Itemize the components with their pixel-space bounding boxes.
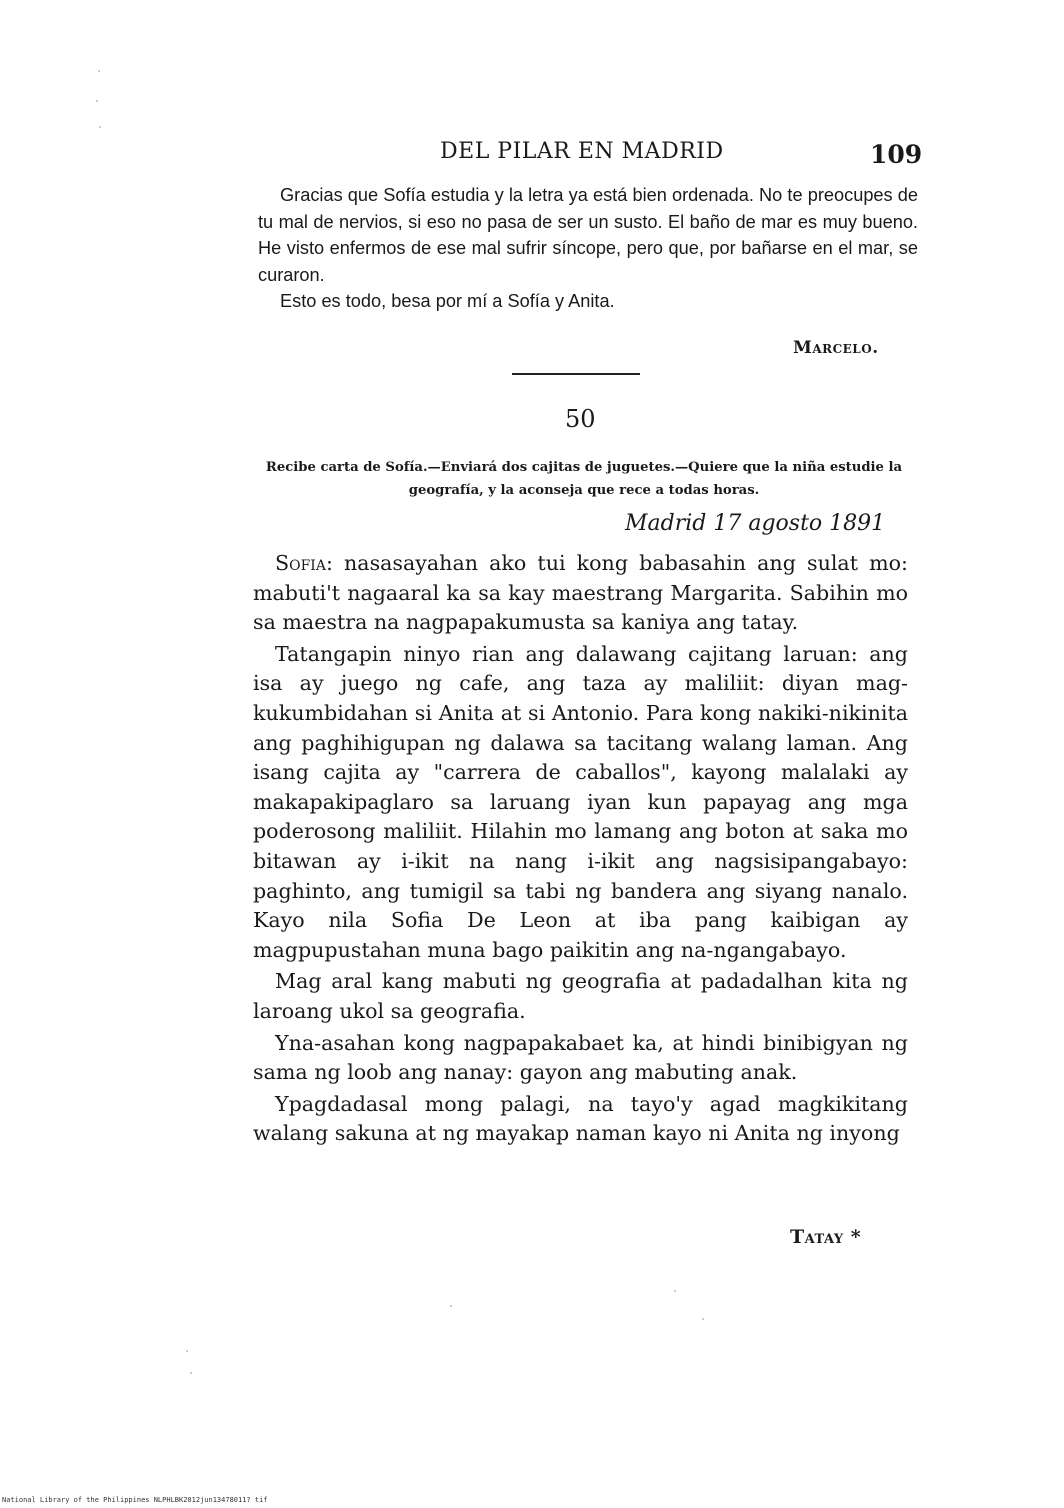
letter-paragraph: Yna-asahan kong nagpapakabaet ka, at hindi binibigyan ng sama ng loob ang nanay: gayon ang mabuting anak. — [253, 1030, 908, 1085]
scan-speck — [190, 1372, 192, 1374]
salutation: Sofia: — [275, 551, 333, 575]
previous-letter-paragraph: Gracias que Sofía estudia y la letra ya está bien ordenada. No te preocupes de tu mal de nervios, si eso no pasa de ser un susto. El baño de mar es muy bueno. He visto enfermos de ese mal sufrir síncope, pero que, por bañarse en el mar, se curaron. — [258, 185, 918, 285]
previous-letter-paragraph: Esto es todo, besa por mí a Sofía y Anita. — [280, 291, 615, 311]
letter-body — [253, 549, 908, 1151]
scan-speck — [98, 70, 100, 72]
dateline: Madrid 17 agosto 1891 — [625, 511, 886, 536]
scan-speck — [99, 126, 101, 128]
letter-number: 50 — [565, 405, 596, 433]
letter-paragraph: Tatangapin ninyo rian ang dalawang cajitang laruan: ang isa ay juego ng cafe, ang taza ay maliliit: diyan mag-kukumbidahan si Anita at si Antonio. Para kong nakiki-nikinita ang paghihigupan ng dalawa sa tacitang walang laman. Ang isang cajita ay "carrera de caballos", kayong malalaki ay makapakipaglaro sa laruang iyan kun papayag ang mga poderosong maliliit. Hilahin mo lamang ang boton at saka mo bitawan ay i-ikit na nang i-ikit ang nagsisipangabayo: paghinto, ang tumigil sa tabi ng bandera ang siyang nanalo. Kayo nila Sofia De Leon at iba pang kaibigan ay magpupustahan muna bago paikitin ang na-ngangabayo. — [253, 641, 908, 962]
letter-paragraph: Mag aral kang mabuti ng geografia at padadalhan kita ng laroang ukol sa geografia. — [253, 969, 908, 1023]
letter-paragraph-text: nasasayahan ako tui kong babasahin ang sulat mo: mabuti't nagaaral ka sa kay maestrang Margarita. Sabihin mo sa maestra na nagpapakumusta sa kaniya ang tatay. — [253, 551, 908, 635]
scan-speck — [674, 1290, 676, 1292]
signature-marcelo: Marcelo. — [793, 338, 879, 358]
letter-summary: Recibe carta de Sofía.—Enviará dos cajitas de juguetes.—Quiere que la niña estudie la geografía, y la aconseja que rece a todas horas. — [265, 460, 903, 498]
scan-speck — [702, 1318, 704, 1320]
letter-paragraph: Ypagdadasal mong palagi, na tayo'y agad magkikitang walang sakuna at ng mayakap naman kayo ni Anita ng inyong — [253, 1091, 908, 1146]
previous-letter-text — [258, 182, 918, 315]
scan-speck — [96, 100, 98, 102]
letter-paragraph — [253, 549, 908, 638]
page-number: 109 — [870, 140, 923, 169]
running-title: DEL PILAR EN MADRID — [440, 139, 724, 164]
scan-caption: National Library of the Philippines NLPHLBK2012jun13478011? tif — [2, 1496, 268, 1504]
scan-speck — [186, 1350, 188, 1352]
section-divider — [512, 373, 640, 375]
signature-tatay: Tatay * — [790, 1226, 862, 1248]
scan-speck — [450, 1305, 452, 1307]
